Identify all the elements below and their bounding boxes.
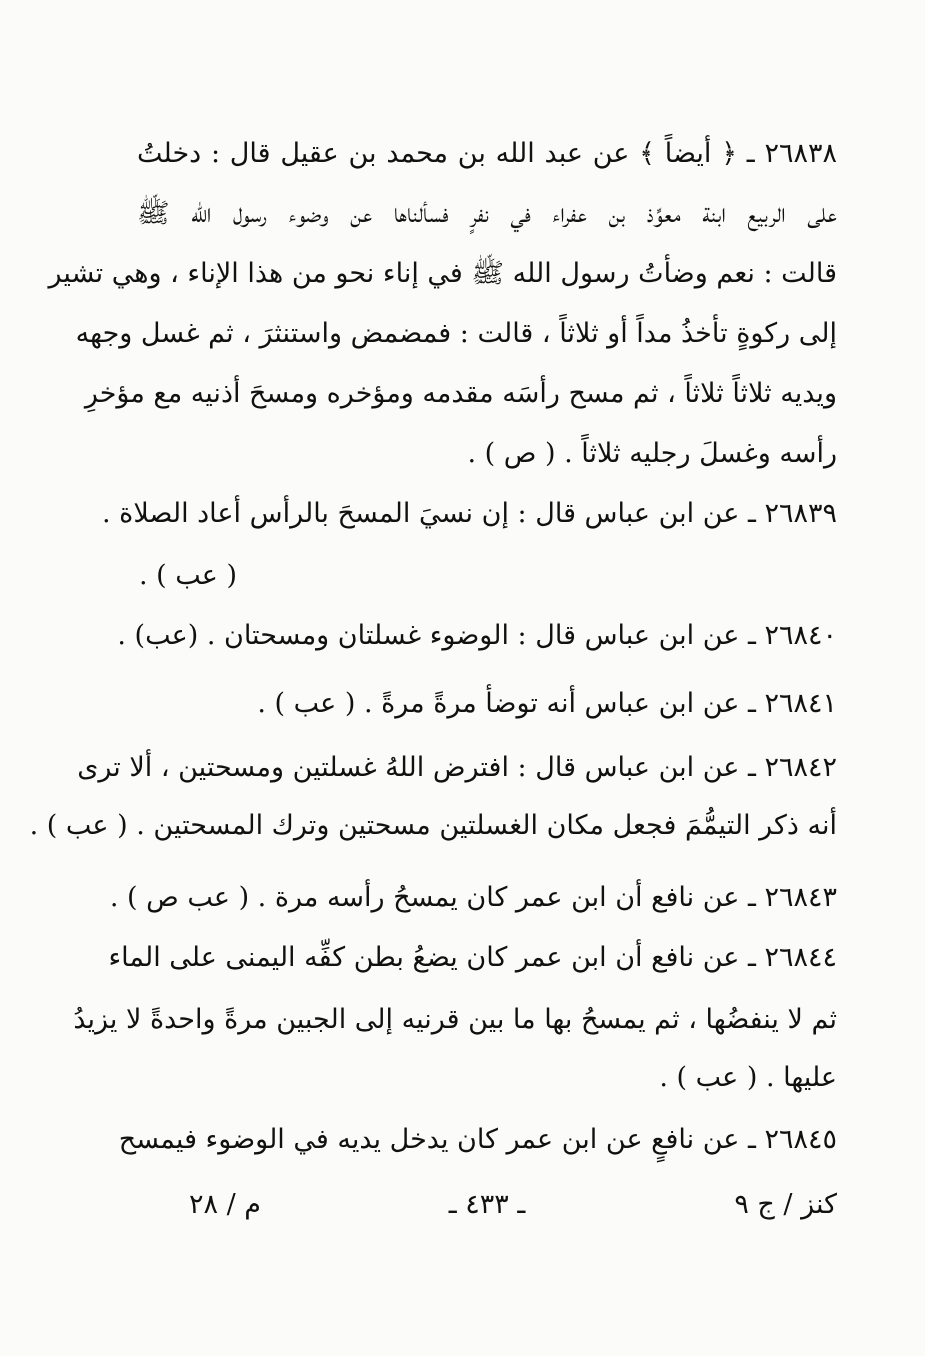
text-line: ٢٦٨٤٢ ـ عن ابن عباس قال : افترض اللهُ غسلتين ومسحتين ، ألا ترى [77,752,837,783]
volume-label: كنز / ج ٩ [734,1189,837,1220]
text-line: ٢٦٨٤٤ ـ عن نافع أن ابن عمر كان يضعُ بطن كفِّه اليمنى على الماء [108,942,837,973]
text-line: ثم لا ينفضُها ، ثم يمسحُ بها ما بين قرنيه إلى الجبين مرةً واحدةً لا يزيدُ [73,1004,837,1035]
text-line: رأسه وغسلَ رجليه ثلاثاً . ( ص ) . [467,438,837,469]
text-line: أنه ذكر التيمُّمَ فجعل مكان الغسلتين مسحتين وترك المسحتين . ( عب ) . [29,810,837,841]
text-line: على الربيع ابنة معوِّذ بن عفراء في نفرٍ فسألناها عن وضوء رسول الله ﷺ [137,198,837,229]
text-line: ٢٦٨٤١ ـ عن ابن عباس أنه توضأ مرةً مرةً . ( عب ) . [257,688,837,719]
text-line: إلى ركوةٍ تأخذُ مداً أو ثلاثاً ، قالت : فمضمض واستنثرَ ، ثم غسل وجهه [75,318,837,349]
text-line: ٢٦٨٤٥ ـ عن نافعٍ عن ابن عمر كان يدخل يديه في الوضوء فيمسح [118,1124,837,1155]
text-line: ويديه ثلاثاً ثلاثاً ، ثم مسح رأسَه مقدمه ومؤخره ومسحَ أذنيه مع مؤخرِ [84,378,837,409]
text-line: ٢٦٨٣٨ ـ ﴿ أيضاً ﴾ عن عبد الله بن محمد بن عقيل قال : دخلتُ [137,138,837,169]
text-line: قالت : نعم وضأتُ رسول الله ﷺ في إناء نحو من هذا الإناء ، وهي تشير [48,258,837,289]
text-line: ( عب ) . [138,560,237,591]
text-line: ٢٦٨٤٠ ـ عن ابن عباس قال : الوضوء غسلتان ومسحتان . (عب) . [117,620,837,651]
signature-mark: م / ٢٨ [189,1189,261,1220]
text-line: عليها . ( عب ) . [659,1062,837,1093]
text-line: ٢٦٨٤٣ ـ عن نافع أن ابن عمر كان يمسحُ رأسه مرة . ( عب ص ) . [109,882,837,913]
text-line: ٢٦٨٣٩ ـ عن ابن عباس قال : إن نسيَ المسحَ بالرأس أعاد الصلاة . [102,498,837,529]
page-footer [137,1180,837,1230]
page-number: ـ ٤٣٣ ـ [448,1189,526,1220]
